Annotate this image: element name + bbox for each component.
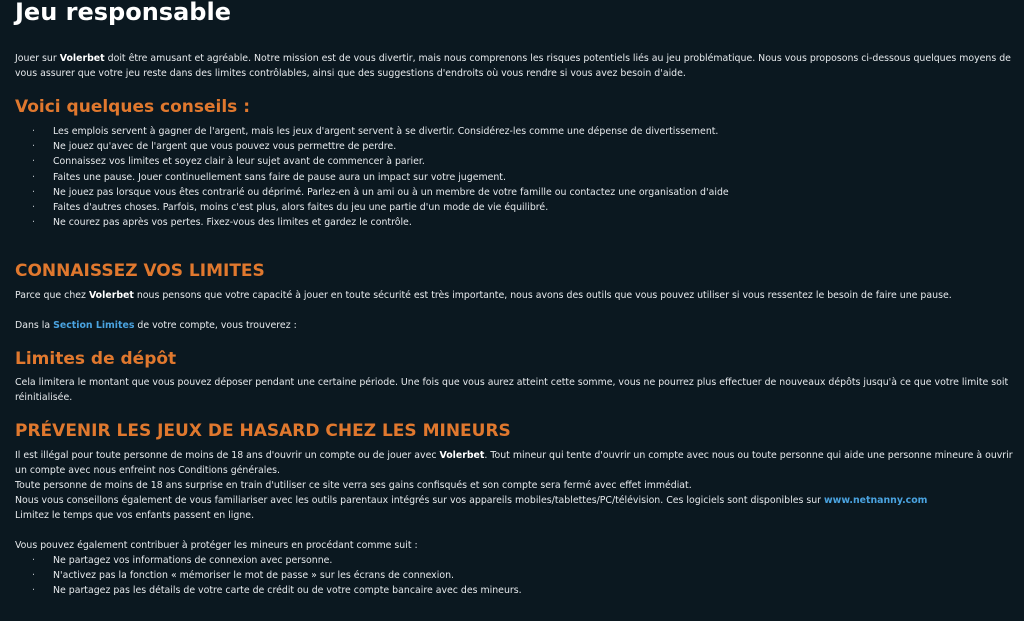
list-item-text: Connaissez vos limites et soyez clair à leur sujet avant de commencer à parier. <box>53 156 425 168</box>
bullet: · <box>32 126 35 137</box>
list-item-text: N'activez pas la fonction « mémoriser le mot de passe » sur les écrans de connexion. <box>53 570 454 582</box>
deposit-paragraph: Cela limitera le montant que vous pouvez déposer pendant une certaine période. Une fois que vous aurez atteint cette somme, vous ne pourrez plus effectuer de nouveaux dépôts jusqu'à ce que votre limite soit réinitialisée. <box>15 377 1009 403</box>
limits-paragraph <box>15 288 1015 303</box>
bullet: · <box>32 585 35 597</box>
list-item <box>15 139 1015 154</box>
brand-name: Volerbet <box>439 450 485 461</box>
bullet: · <box>32 186 35 198</box>
bullet: · <box>32 171 35 183</box>
list-item <box>15 124 1015 139</box>
tips-heading: Voici quelques conseils : <box>15 97 251 117</box>
limits-section-text-end: de votre compte, vous trouverez : <box>134 320 297 331</box>
minors-heading: PRÉVENIR LES JEUX DE HASARD CHEZ LES MINEURS <box>15 421 511 441</box>
tips-list <box>15 124 1015 230</box>
intro-text-end: doit être amusant et agréable. Notre mission est de vous divertir, mais nous comprenons les risques potentiels liés au jeu problématique. Nous vous proposons ci-dessous quelques moyens de vous assurer que votre jeu reste dans des limites contrôlables, ainsi que des suggestions d'endroits où vous rendre si vous avez besoin d'aide. <box>15 53 1011 79</box>
page-title: Jeu responsable <box>15 0 231 26</box>
minors-confiscation-text: Toute personne de moins de 18 ans surprise en train d'utiliser ce site verra ses gains confisqués et son compte sera fermé avec effet immédiat. <box>15 480 692 491</box>
list-item-text: Faites d'autres choses. Parfois, moins c'est plus, alors faites du jeu une partie d'un mode de vie équilibré. <box>53 202 549 214</box>
minors-text-start: Il est illégal pour toute personne de moins de 18 ans d'ouvrir un compte ou de jouer avec <box>15 450 440 461</box>
limit-time-text: Limitez le temps que vos enfants passent en ligne. <box>15 510 255 521</box>
bullet: · <box>32 217 35 229</box>
bullet: · <box>32 202 35 214</box>
list-item-text: Les emplois servent à gagner de l'argent, mais les jeux d'argent servent à se divertir. Considérez-les comme une dépense de divertissement. <box>53 126 719 137</box>
bullet: · <box>32 156 35 168</box>
limits-text-start: Parce que chez <box>15 290 89 301</box>
protect-minors-text: Vous pouvez également contribuer à protéger les mineurs en procédant comme suit : <box>15 540 418 551</box>
netnanny-link[interactable]: www.netnanny.com <box>824 495 928 506</box>
intro-text-start: Jouer sur <box>15 53 60 64</box>
brand-name: Volerbet <box>59 53 105 64</box>
bullet: · <box>32 141 35 153</box>
limits-text-end: nous pensons que votre capacité à jouer en toute sécurité est très importante, nous avons des outils que vous pouvez utiliser si vous ressentez le besoin de faire une pause. <box>133 290 952 301</box>
protect-minors-list <box>15 553 1015 599</box>
section-limits-link[interactable]: Section Limites <box>53 320 135 331</box>
bullet: · <box>32 570 35 582</box>
list-item-text: Faites une pause. Jouer continuellement sans faire de pause aura un impact sur votre jugement. <box>53 171 506 183</box>
minors-text-end: . Tout mineur qui tente d'ouvrir un compte avec nous ou toute personne qui aide une personne mineure à ouvrir un compte avec nous enfreint nos Conditions générales. <box>15 450 1013 476</box>
list-item-text: Ne partagez vos informations de connexion avec personne. <box>53 555 333 566</box>
list-item <box>15 170 1015 185</box>
bullet: · <box>32 555 35 566</box>
deposit-heading: Limites de dépôt <box>15 349 177 369</box>
list-item-text: Ne courez pas après vos pertes. Fixez-vous des limites et gardez le contrôle. <box>53 217 412 229</box>
list-item-text: Ne partagez pas les détails de votre carte de crédit ou de votre compte bancaire avec des mineurs. <box>53 585 522 597</box>
limits-heading: CONNAISSEZ VOS LIMITES <box>15 261 265 281</box>
intro-paragraph <box>15 51 1015 81</box>
parental-tools-paragraph <box>15 493 1015 508</box>
limits-section-text-start: Dans la <box>15 320 54 331</box>
list-item-text: Ne jouez pas lorsque vous êtes contrarié ou déprimé. Parlez-en à un ami ou à un membre de votre famille ou contactez une organisation d'aide <box>53 186 729 198</box>
list-item <box>15 200 1015 215</box>
limits-section-paragraph <box>15 318 1015 333</box>
list-item <box>15 553 1015 568</box>
list-item <box>15 583 1015 598</box>
list-item <box>15 568 1015 583</box>
minors-paragraph <box>15 448 1015 478</box>
list-item <box>15 215 1015 230</box>
parental-tools-text: Nous vous conseillons également de vous familiariser avec les outils parentaux intégrés sur vos appareils mobiles/tablettes/PC/télévision. Ces logiciels sont disponibles sur <box>15 495 825 506</box>
list-item <box>15 185 1015 200</box>
brand-name: Volerbet <box>88 290 134 301</box>
list-item-text: Ne jouez qu'avec de l'argent que vous pouvez vous permettre de perdre. <box>53 141 397 153</box>
list-item <box>15 154 1015 169</box>
